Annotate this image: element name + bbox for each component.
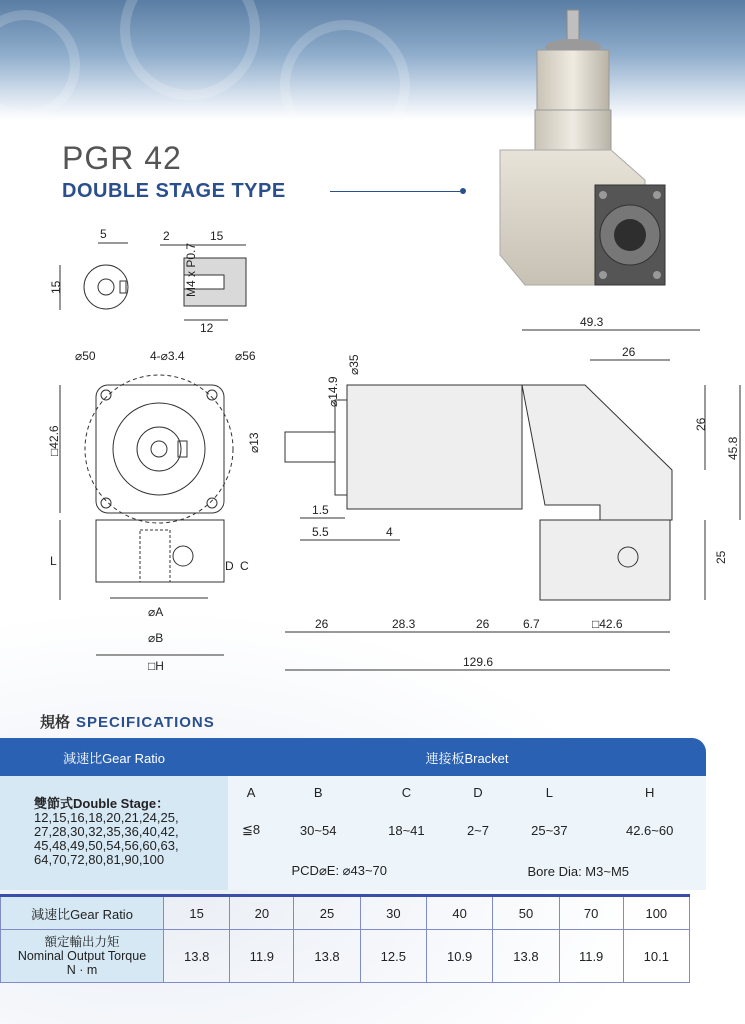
- torque-cell: 13.8: [164, 930, 230, 983]
- dim-25: 25: [714, 550, 728, 564]
- ratio-cell: 25: [294, 896, 360, 930]
- bracket-header: 連接板Bracket: [228, 738, 706, 776]
- dim-49-3: 49.3: [580, 315, 604, 329]
- dim-45-8: 45.8: [726, 436, 740, 460]
- val-B: 30~54: [274, 808, 362, 852]
- ratio-cell: 20: [230, 896, 294, 930]
- dim-phi14-9: ⌀14.9: [326, 376, 340, 407]
- dim-5-5: 5.5: [312, 525, 329, 539]
- dim-15-tap: 15: [210, 229, 224, 243]
- dim-12: 12: [200, 321, 214, 335]
- spec-heading-en: SPECIFICATIONS: [76, 714, 215, 731]
- dim-15-key: 15: [49, 280, 63, 294]
- col-A: A: [228, 776, 274, 808]
- dim-bottom-42-6: □42.6: [592, 617, 623, 631]
- ratio-line: 45,48,49,50,54,56,60,63,: [34, 838, 179, 853]
- dim-phi13: ⌀13: [247, 432, 261, 453]
- dim-D: D: [225, 559, 234, 573]
- dim-26-right: 26: [694, 417, 708, 431]
- dim-bottom-26: 26: [315, 617, 329, 631]
- col-D: D: [451, 776, 506, 808]
- torque-label-en: Nominal Output Torque: [17, 949, 147, 963]
- dim-26-top: 26: [622, 345, 636, 359]
- torque-cell: 10.9: [426, 930, 492, 983]
- torque-table: [0, 894, 690, 983]
- torque-cell: 13.8: [294, 930, 360, 983]
- dim-bottom-6-7: 6.7: [523, 617, 540, 631]
- dim-bottom-28-3: 28.3: [392, 617, 416, 631]
- torque-ratio-label: 減速比Gear Ratio: [1, 896, 164, 930]
- torque-cell: 13.8: [493, 930, 559, 983]
- double-stage-ratios: [0, 776, 228, 890]
- dim-4: 4: [386, 525, 393, 539]
- val-H: 42.6~60: [593, 808, 706, 852]
- val-D: 2~7: [451, 808, 506, 852]
- ratio-line: 12,15,16,18,20,21,24,25,: [34, 810, 179, 825]
- dim-squareH: □H: [148, 659, 164, 673]
- val-A: ≦8: [228, 808, 274, 852]
- val-L: 25~37: [505, 808, 593, 852]
- col-H: H: [593, 776, 706, 808]
- dim-1-5: 1.5: [312, 503, 329, 517]
- torque-label-zh: 額定輸出力矩: [44, 935, 120, 949]
- val-C: 18~41: [362, 808, 450, 852]
- col-L: L: [505, 776, 593, 808]
- pcd-value: PCD⌀E: ⌀43~70: [228, 852, 451, 890]
- dim-C: C: [240, 559, 249, 573]
- model-title: PGR 42: [62, 140, 182, 176]
- torque-unit: N · m: [66, 963, 98, 977]
- dim-m4-thread: M4 x P0.7: [184, 242, 198, 297]
- torque-cell: 10.1: [623, 930, 689, 983]
- dim-2: 2: [163, 229, 170, 243]
- model-subtitle: DOUBLE STAGE TYPE: [62, 180, 286, 202]
- dim-total-129-6: 129.6: [463, 655, 494, 669]
- ratio-cell: 100: [623, 896, 689, 930]
- shaft-end-circle: [84, 265, 128, 309]
- dim-phi50: ⌀50: [75, 349, 96, 363]
- torque-cell: 12.5: [360, 930, 426, 983]
- dim-L: L: [50, 554, 57, 568]
- dim-phi56: ⌀56: [235, 349, 256, 363]
- torque-cell: 11.9: [230, 930, 294, 983]
- ratio-cell: 50: [493, 896, 559, 930]
- dim-phi35: ⌀35: [347, 354, 361, 375]
- col-B: B: [274, 776, 362, 808]
- dim-phiB: ⌀B: [148, 631, 164, 645]
- dim-square-42-6: □42.6: [47, 425, 61, 456]
- torque-label: [1, 930, 164, 983]
- torque-cell: 11.9: [559, 930, 623, 983]
- spec-heading-zh: 規格: [40, 714, 71, 731]
- dim-holes: 4-⌀3.4: [150, 349, 185, 363]
- col-C: C: [362, 776, 450, 808]
- ratio-cell: 70: [559, 896, 623, 930]
- spec-table: [0, 738, 706, 890]
- ratio-cell: 30: [360, 896, 426, 930]
- dim-phiA: ⌀A: [148, 605, 164, 619]
- dim-5: 5: [100, 227, 107, 241]
- gear-ratio-header: 減速比Gear Ratio: [0, 738, 228, 776]
- bore-value: Bore Dia: M3~M5: [451, 852, 706, 890]
- specifications-heading: [40, 711, 215, 732]
- ratio-line: 27,28,30,32,35,36,40,42,: [34, 824, 179, 839]
- ratio-cell: 40: [426, 896, 492, 930]
- dim-bottom-26b: 26: [476, 617, 490, 631]
- ratio-line: 64,70,72,80,81,90,100: [34, 852, 165, 867]
- double-stage-label: 雙節式Double Stage：: [34, 796, 170, 811]
- ratio-cell: 15: [164, 896, 230, 930]
